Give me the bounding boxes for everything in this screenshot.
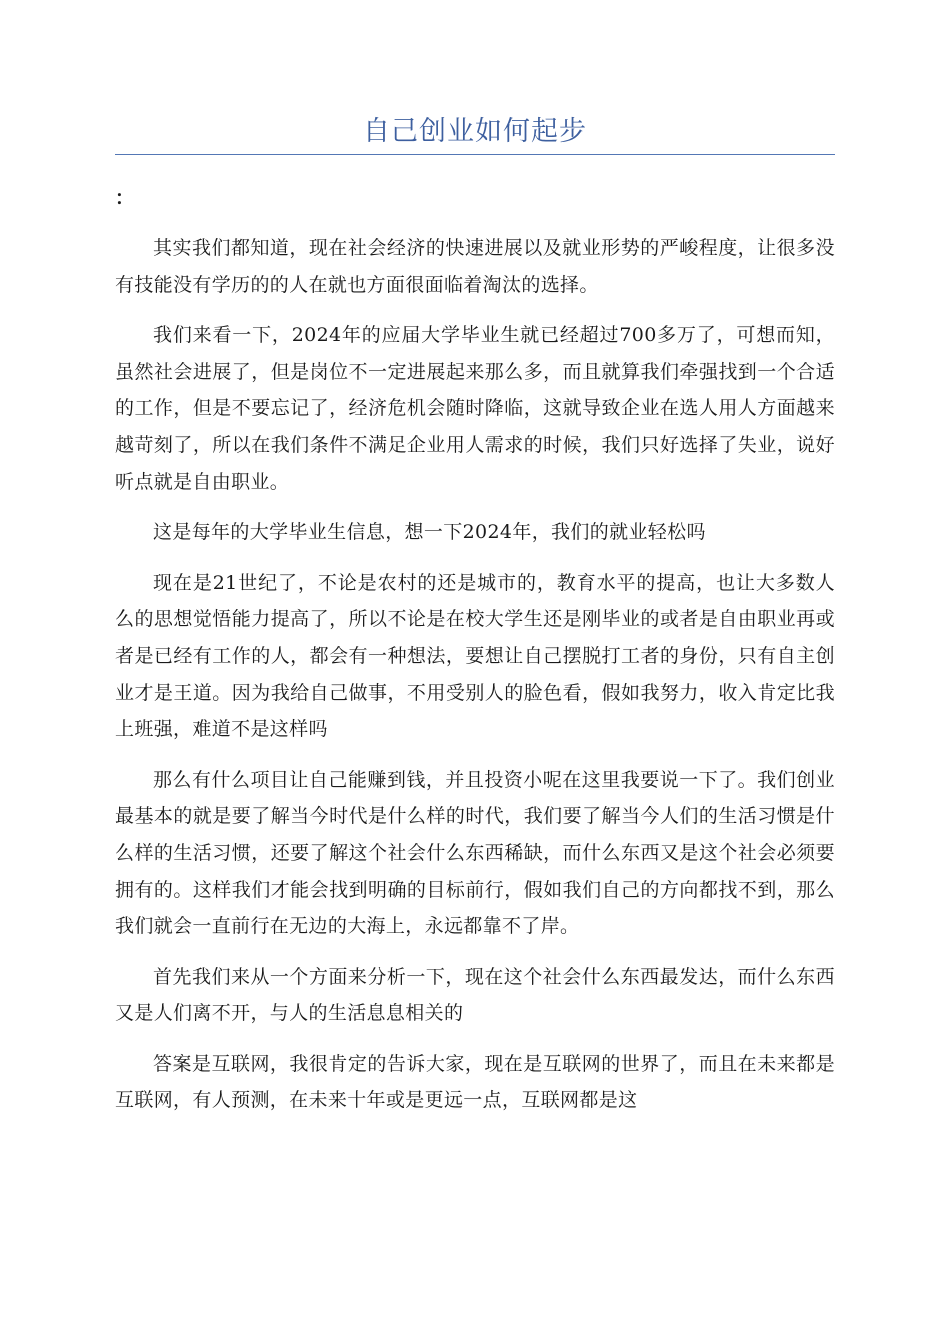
document-body <box>115 230 835 1133</box>
title-underline <box>115 154 835 155</box>
paragraph: 那么有什么项目让自己能赚到钱，并且投资小呢在这里我要说一下了。我们创业最基本的就是要了解当今时代是什么样的时代，我们要了解当今人们的生活习惯是什么样的生活习惯，还要了解这个社会什么东西稀缺，而什么东西又是这个社会必须要拥有的。这样我们才能会找到明确的目标前行，假如我们自己的方向都找不到，那么我们就会一直前行在无边的大海上，永远都靠不了岸。 <box>115 768 835 938</box>
paragraph: 这是每年的大学毕业生信息，想一下2024年，我们的就业轻松吗 <box>153 521 706 544</box>
lead-mark: ： <box>115 187 135 209</box>
paragraph: 我们来看一下，2024年的应届大学毕业生就已经超过700多万了，可想而知，虽然社会进展了，但是岗位不一定进展起来那么多，而且就算我们牵强找到一个合适的工作，但是不要忘记了，经济危机会随时降临，这就导致企业在选人用人方面越来越苛刻了，所以在我们条件不满足企业用人需求的时候，我们只好选择了失业，说好听点就是自由职业。 <box>115 324 835 493</box>
paragraph: 现在是21世纪了，不论是农村的还是城市的，教育水平的提高，也让大多数人么的思想觉悟能力提高了，所以不论是在校大学生还是刚毕业的或者是自由职业再或者是已经有工作的人，都会有一种想法，要想让自己摆脱打工者的身份，只有自主创业才是王道。因为我给自己做事，不用受别人的脸色看，假如我努力，收入肯定比我上班强，难道不是这样吗 <box>115 571 835 741</box>
paragraph: 首先我们来从一个方面来分析一下，现在这个社会什么东西最发达，而什么东西又是人们离不开，与人的生活息息相关的 <box>115 965 835 1025</box>
paragraph: 其实我们都知道，现在社会经济的快速进展以及就业形势的严峻程度，让很多没有技能没有学历的的人在就也方面很面临着淘汰的选择。 <box>115 237 835 296</box>
document-title: 自己创业如何起步 <box>363 116 587 147</box>
paragraph: 答案是互联网，我很肯定的告诉大家，现在是互联网的世界了，而且在未来都是互联网，有人预测，在未来十年或是更远一点，互联网都是这 <box>115 1052 835 1112</box>
